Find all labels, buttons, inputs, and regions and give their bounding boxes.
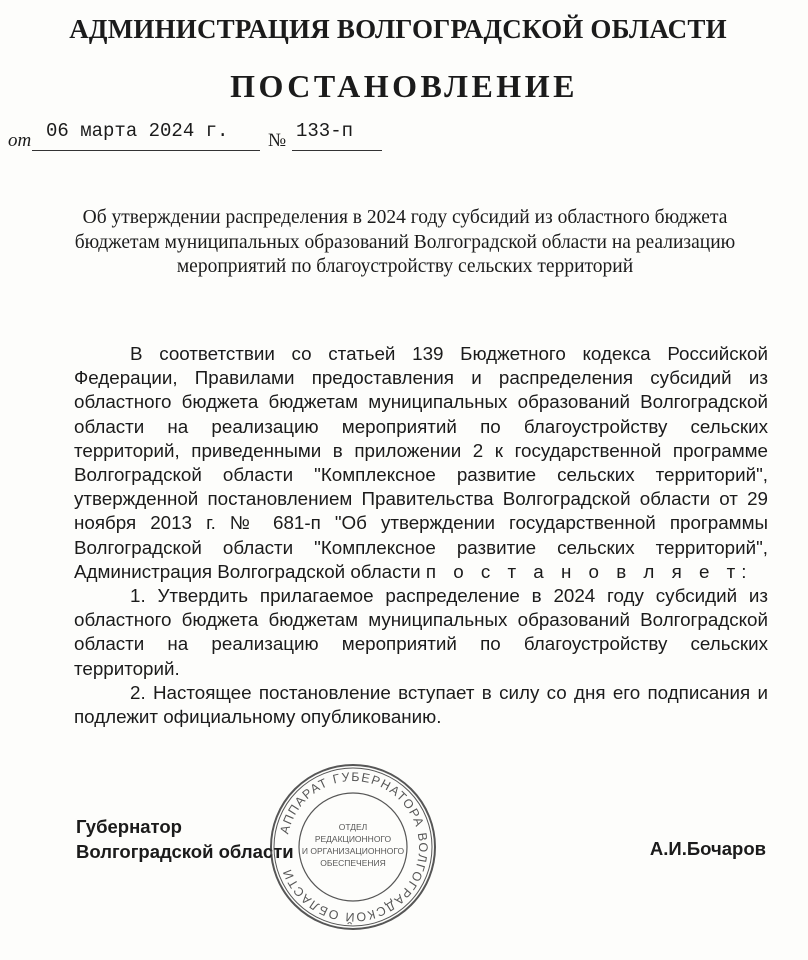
stamp-center-line: ОТДЕЛ [338, 822, 368, 832]
stamp-center-text [302, 822, 405, 868]
item-1-paragraph: 1. Утвердить прилагаемое распределение в 2024 году субсидий из областного бюджета бюджетам муниципальных образований Волгоградской области на реализацию мероприятий по благоустройству сельских территорий. [74, 585, 768, 679]
number-label: № [268, 130, 287, 151]
organization-title: АДМИНИСТРАЦИЯ ВОЛГОГРАДСКОЙ ОБЛАСТИ [69, 14, 727, 44]
preamble-text: В соответствии со статьей 139 Бюджетного кодекса Российской Федерации, Правилами предоставления и распределения субсидий из областного бюджета бюджетам муниципальных образований Волгоградской области на реализацию мероприятий по благоустройству сельских территорий, приведенными в приложении 2 к государственной программе Волгоградской области "Комплексное развитие сельских территорий", утвержденной постановлением Правительства Волгоградской области от 29 ноября 2013 г. № 681-п "Об утверждении государственной программы Волгоградской области "Комплексное развитие сельских территорий", Администрация Волгоградской области [74, 343, 768, 582]
stamp-ring-text: АППАРАТ ГУБЕРНАТОРА ВОЛГОГРАДСКОЙ ОБЛАСТИ [277, 769, 431, 925]
document-body [74, 342, 768, 729]
document-subject: Об утверждении распределения в 2024 году субсидий из областного бюджета бюджетам муниципальных образований Волгоградской области на реализацию мероприятий по благоустройству сельских территорий [74, 207, 736, 277]
date-number-line [0, 118, 808, 154]
postanovlyaet-word: п о с т а н о в л я е т: [425, 560, 753, 582]
signatory-position [76, 814, 294, 864]
stamp-center-line: РЕДАКЦИОННОГО [314, 834, 392, 844]
date-label: от [8, 130, 32, 151]
position-line-2: Волгоградской области [76, 841, 294, 862]
official-stamp [268, 762, 438, 932]
position-line-1: Губернатор [76, 816, 182, 837]
preamble-paragraph [74, 342, 768, 584]
stamp-center-line: И ОРГАНИЗАЦИОННОГО [301, 846, 405, 856]
number-value: 133-п [296, 120, 354, 142]
stamp-center-line: ОБЕСПЕЧЕНИЯ [320, 858, 386, 868]
date-value: 06 марта 2024 г. [46, 120, 229, 142]
document-type-title: ПОСТАНОВЛЕНИЕ [230, 68, 578, 104]
signatory-name: А.И.Бочаров [649, 838, 766, 859]
item-2-paragraph: 2. Настоящее постановление вступает в силу со дня его подписания и подлежит официальному опубликованию. [74, 681, 768, 728]
